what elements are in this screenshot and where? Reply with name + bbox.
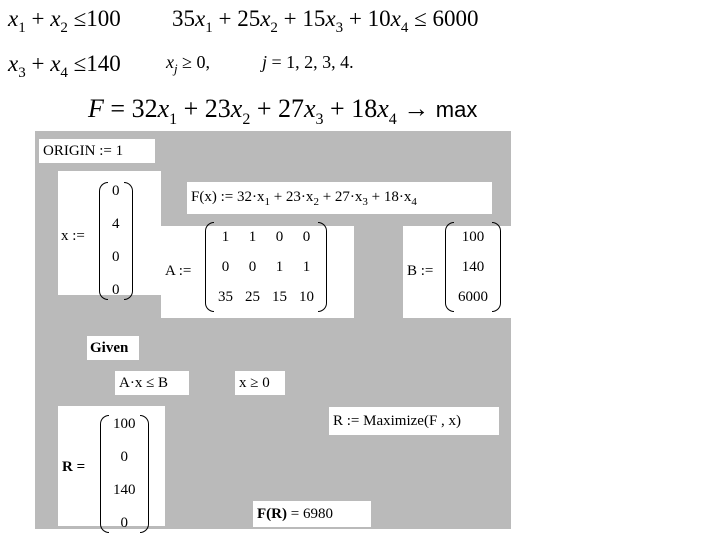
r-label: R = xyxy=(62,459,86,475)
a-matrix-cell: 1 xyxy=(302,259,311,275)
r-vector xyxy=(100,408,149,540)
a-matrix-definition[interactable] xyxy=(161,226,354,318)
x-vector xyxy=(99,175,133,307)
a-matrix-cell: 35 xyxy=(218,289,233,305)
objective-definition[interactable]: F(x) := $32\cdot x_1 + 23\cdot x_2 + 27\cdot x_3 + 18\cdot x_4$ xyxy=(187,182,492,214)
optimal-value-result[interactable]: F(R) = 6980 xyxy=(253,501,371,527)
a-matrix-cell: 0 xyxy=(248,259,257,275)
r-vector-cell: 0 xyxy=(120,515,128,531)
origin-definition[interactable]: ORIGIN := 1 xyxy=(39,139,155,163)
x-vector-cell: 0 xyxy=(112,282,120,298)
a-matrix-cell: 0 xyxy=(275,229,284,245)
a-matrix xyxy=(205,222,327,312)
r-vector-cell: 0 xyxy=(120,449,128,465)
a-matrix-cell: 0 xyxy=(221,259,230,275)
b-vector-cell: 140 xyxy=(461,259,485,275)
b-vector-definition[interactable] xyxy=(403,226,511,318)
x-vector-cell: 0 xyxy=(112,183,120,199)
r-vector-cell: 100 xyxy=(113,416,136,432)
constraint-line2-left: $x_3 + x_4 \le 140$ xyxy=(8,51,121,81)
x-vector-cell: 0 xyxy=(112,249,120,265)
maximize-call[interactable]: R := Maximize(F , x) xyxy=(329,407,499,435)
r-vector-result[interactable] xyxy=(58,406,165,531)
matrix-constraint[interactable]: A·x ≤ B xyxy=(115,371,189,395)
b-label: B := xyxy=(407,263,434,279)
a-matrix-cell: 15 xyxy=(272,289,287,305)
a-matrix-cell: 0 xyxy=(302,229,311,245)
x-vector-definition[interactable] xyxy=(58,171,161,298)
b-vector-cell: 100 xyxy=(461,229,485,245)
x-vector-cell: 4 xyxy=(112,216,120,232)
objective-function: $F = 32x_1 + 23x_2 + 27x_3 + 18x_4 \to \max$ xyxy=(88,94,478,128)
a-matrix-cell: 1 xyxy=(221,229,230,245)
a-matrix-cell: 25 xyxy=(245,289,260,305)
b-vector xyxy=(445,222,501,312)
a-matrix-cell: 1 xyxy=(275,259,284,275)
index-range: j = 1, 2, 3, 4. xyxy=(262,52,354,72)
constraint-line1-left: $x_1 + x_2 \le 100$ xyxy=(8,6,121,36)
b-vector-cell: 6000 xyxy=(458,289,488,305)
mathcad-worksheet[interactable] xyxy=(35,131,511,529)
nonneg-constraint: $x_j \ge 0$, xyxy=(166,52,211,76)
a-matrix-cell: 10 xyxy=(299,289,314,305)
constraint-line1-right: $35x_1 + 25x_2 + 15x_3 + 10x_4 \le 6000$ xyxy=(172,6,479,36)
given-keyword[interactable]: Given xyxy=(87,336,139,360)
r-vector-cell: 140 xyxy=(113,482,136,498)
x-label: x := xyxy=(61,228,85,244)
nonneg-constraint-block[interactable]: x ≥ 0 xyxy=(235,371,285,395)
a-matrix-cell: 1 xyxy=(248,229,257,245)
a-label: A := xyxy=(165,263,192,279)
